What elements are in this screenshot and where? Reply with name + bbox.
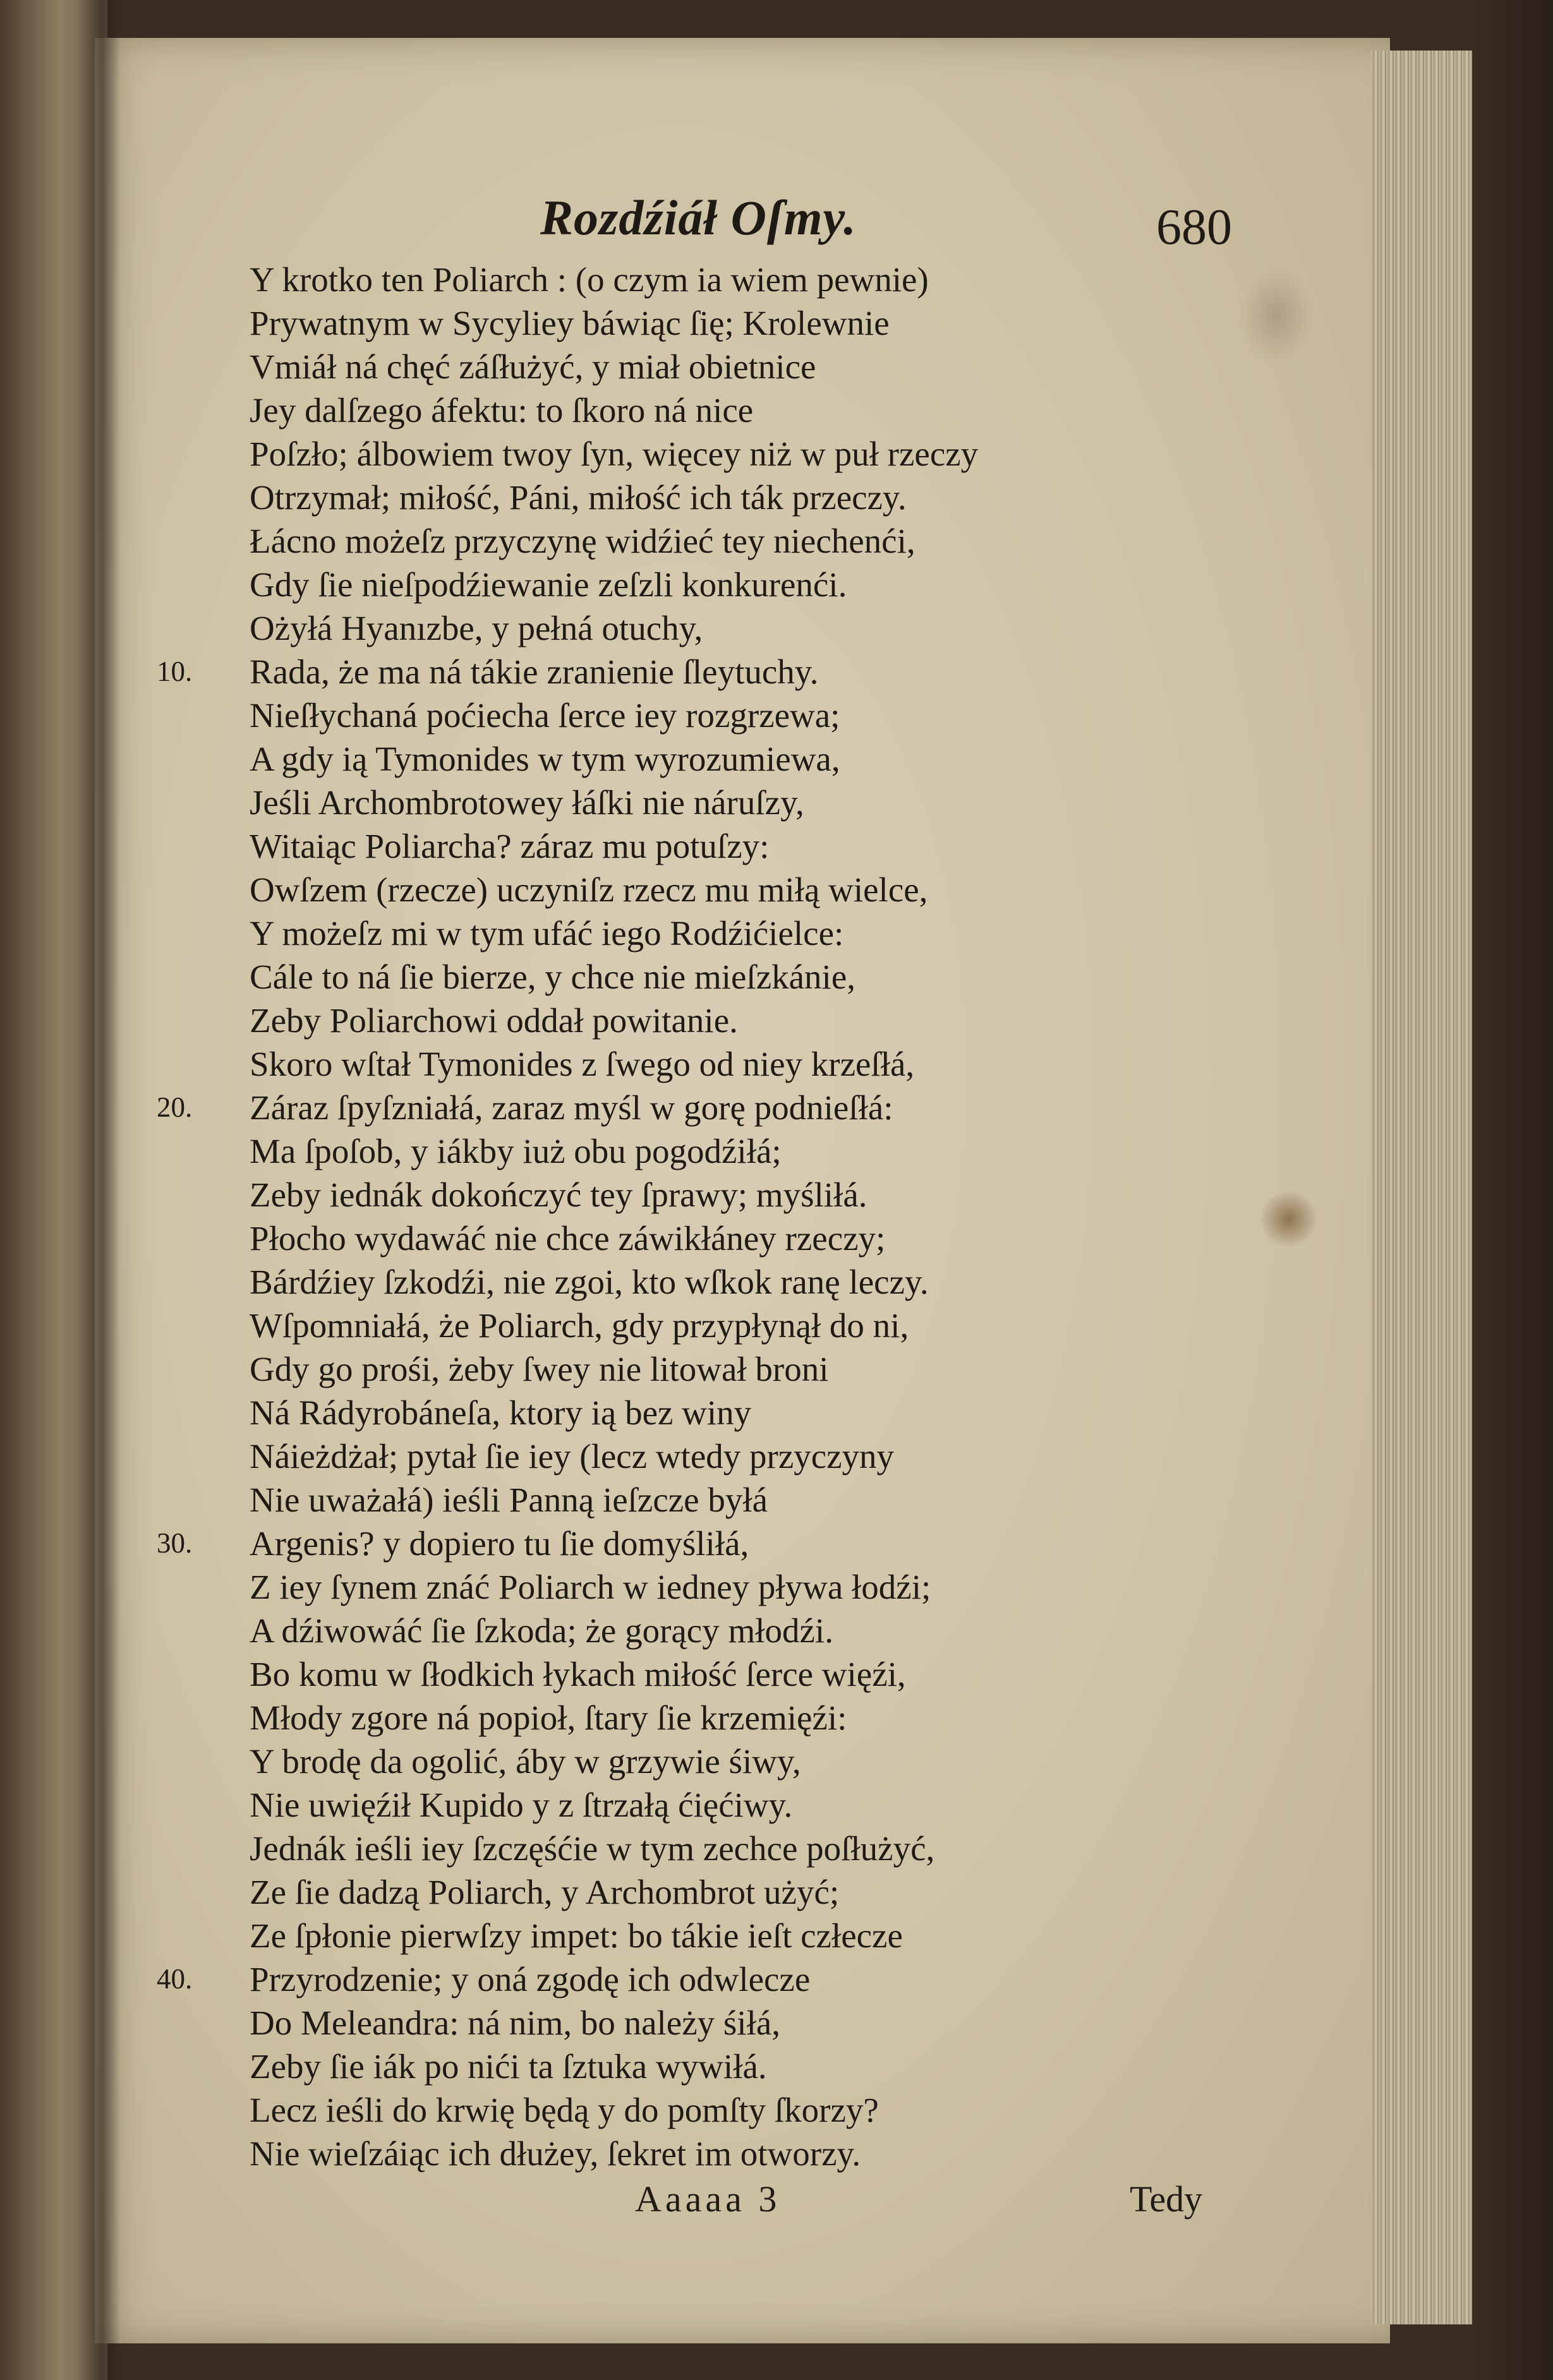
verse-line: Jey dalſzego áfektu: to ſkoro ná nice [250, 391, 754, 430]
verse-line: Do Meleandra: ná nim, bo należy śiłá, [250, 2004, 781, 2042]
verse-line: Otrzymał; miłość, Páni, miłość ich ták przeczy. [250, 478, 907, 517]
verse-line: Cále to ná ſie bierze, y chce nie mieſzkánie, [250, 958, 855, 996]
verse-line: Skoro wſtał Tymonides z ſwego od niey krzeſłá, [250, 1045, 915, 1083]
verse-line: Ma ſpoſob, y iákby iuż obu pogodźiłá; [250, 1132, 782, 1170]
verse-line: Rada, że ma ná tákie zranienie ſleytuchy. [250, 652, 819, 691]
verse-line: Gdy ſie nieſpodźiewanie zeſzli konkurenći. [250, 565, 847, 604]
verse-line: Zeby ſie iák po nići ta ſztuka wywiłá. [250, 2047, 767, 2086]
verse-line: Poſzło; álbowiem twoy ſyn, więcey niż w puł rzeczy [250, 435, 979, 473]
line-number: 20. [157, 1091, 193, 1123]
verse-line: Nie uwięźił Kupido y z ſtrzałą ćięćiwy. [250, 1786, 793, 1824]
verse-line: Zeby iednák dokończyć tey ſprawy; myśliłá. [250, 1175, 867, 1214]
catchword: Tedy [1130, 2179, 1203, 2220]
verse-line: Náieżdżał; pytał ſie iey (lecz wtedy przyczyny [250, 1437, 895, 1475]
verse-line: Ze ſpłonie pierwſzy impet: bo tákie ieſt człecze [250, 1916, 903, 1955]
verse-line: Nie wieſzáiąc ich dłużey, ſekret im otworzy. [250, 2134, 861, 2173]
verse-line: Jednák ieśli iey ſzczęśćie w tym zechce poſłużyć, [250, 1829, 935, 1868]
verse-line: Nie uważałá) ieśli Panną ieſzcze byłá [250, 1481, 768, 1519]
verse-line: A gdy ią Tymonides w tym wyrozumiewa, [250, 740, 840, 778]
verse-line: Witaiąc Poliarcha? záraz mu potuſzy: [250, 827, 770, 865]
verse-line: Nieſłychaná poćiecha ſerce iey rozgrzewa; [250, 696, 840, 735]
verse-line: Y krotko ten Poliarch : (o czym ia wiem pewnie) [250, 260, 929, 299]
verse-line: Ná Rádyrobáneſa, ktory ią bez winy [250, 1393, 752, 1432]
verse-line: Z iey ſynem znáć Poliarch w iedney pływa łodźi; [250, 1568, 931, 1606]
verse-line: Prywatnym w Sycyliey báwiąc ſię; Krolewnie [250, 304, 890, 342]
verse-line: Lecz ieśli do krwię będą y do pomſty ſkorzy? [250, 2091, 879, 2129]
line-number: 10. [157, 656, 193, 687]
verse-line: Zeby Poliarchowi oddał powitanie. [250, 1001, 738, 1040]
verse-line: Ożyłá Hyanızbe, y pełná otuchy, [250, 609, 703, 647]
page-number: 680 [1156, 200, 1232, 255]
verse-line: Bo komu w ſłodkich łykach miłość ſerce więźi, [250, 1655, 906, 1693]
verse-line: Bárdźiey ſzkodźi, nie zgoi, kto wſkok ranę leczy. [250, 1263, 929, 1301]
signature-mark: Aaaaa 3 [635, 2179, 781, 2220]
verse-line: Y możeſz mi w tym ufáć iego Rodźićielce: [250, 914, 844, 953]
verse-line: Jeśli Archombrotowey łáſki nie náruſzy, [250, 783, 804, 822]
verse-line: A dźiwowáć ſie ſzkoda; że gorący młodźi. [250, 1611, 833, 1650]
verse-line: Przyrodzenie; y oná zgodę ich odwlecze [250, 1960, 811, 1998]
verse-line: Łácno możeſz przyczynę widźieć tey niechenći, [250, 522, 915, 560]
verse-line: Owſzem (rzecze) uczyniſz rzecz mu miłą wielce, [250, 870, 928, 909]
line-number: 40. [157, 1963, 193, 1995]
verse-line: Płocho wydawáć nie chce záwikłáney rzeczy; [250, 1219, 886, 1258]
verse-line: Argenis? y dopiero tu ſie domyśliłá, [250, 1524, 749, 1563]
verse-line: Záraz ſpyſzniałá, zaraz myśl w gorę podnieſłá: [250, 1088, 893, 1127]
verse-line: Vmiáł ná chęć záſłużyć, y miał obietnice [250, 347, 816, 386]
verse-line: Wſpomniałá, że Poliarch, gdy przypłynął do ni, [250, 1306, 909, 1345]
running-head: Rozdźiáł Oſmy. [540, 190, 857, 245]
verse-line: Ze ſie dadzą Poliarch, y Archombrot użyć; [250, 1873, 840, 1911]
verse-line: Gdy go prośi, żeby ſwey nie litował broni [250, 1350, 829, 1388]
line-number: 30. [157, 1527, 193, 1559]
verse-line: Y brodę da ogolić, áby w grzywie śiwy, [250, 1742, 801, 1781]
verse-line: Młody zgore ná popioł, ſtary ſie krzemięźi: [250, 1698, 847, 1737]
